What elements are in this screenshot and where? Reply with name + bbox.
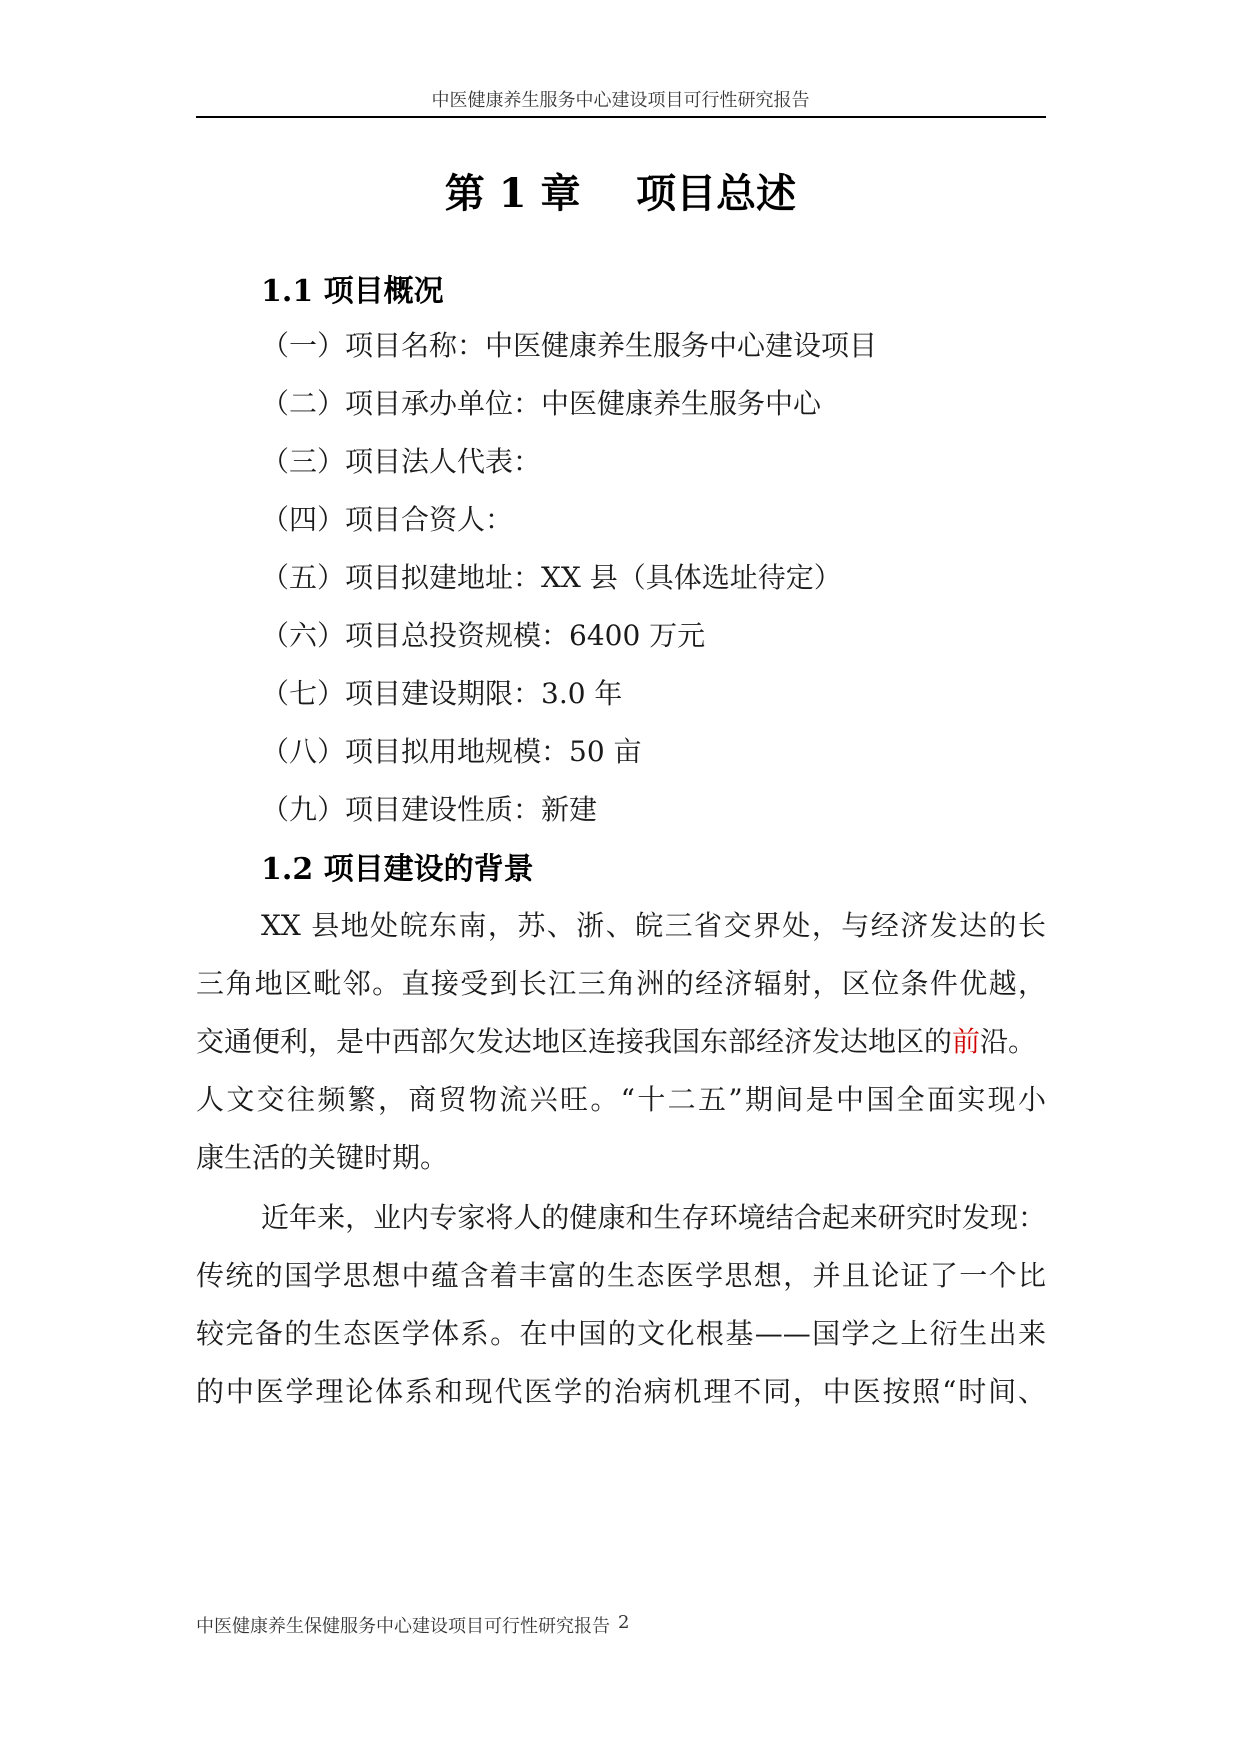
overview-item: （五）项目拟建地址：XX 县（具体选址待定）	[261, 561, 842, 594]
running-header: 中医健康养生服务中心建设项目可行性研究报告	[431, 90, 810, 111]
header-rule	[196, 116, 1046, 118]
paragraph-line: 康生活的关键时期。	[196, 1141, 449, 1174]
overview-item: （九）项目建设性质：新建	[261, 793, 598, 826]
page-number: 2	[618, 1612, 630, 1633]
paragraph-line	[196, 1020, 1046, 1060]
section-heading-1-1: 1.1 项目概况	[261, 274, 444, 309]
paragraph-line: 较完备的生态医学体系。在中国的文化根基——国学之上衍生出来	[196, 1317, 1046, 1350]
chapter-title: 第 1 章 项目总述	[444, 170, 797, 217]
paragraph-line: XX 县地处皖东南，苏、浙、皖三省交界处，与经济发达的长	[261, 909, 1046, 942]
paragraph-text: 沿。	[980, 1025, 1037, 1058]
paragraph-line: 近年来，业内专家将人的健康和生存环境结合起来研究时发现：	[261, 1201, 1046, 1234]
paragraph-line: 的中医学理论体系和现代医学的治病机理不同，中医按照“时间、	[196, 1375, 1046, 1408]
highlighted-text: 前	[952, 1025, 981, 1058]
overview-item: （六）项目总投资规模：6400 万元	[261, 619, 706, 652]
paragraph-text: 交通便利，是中西部欠发达地区连接我国东部经济发达地区的	[196, 1025, 953, 1058]
section-heading-1-2: 1.2 项目建设的背景	[261, 852, 534, 887]
overview-item: （四）项目合资人：	[261, 503, 514, 536]
footer-text: 中医健康养生保健服务中心建设项目可行性研究报告	[196, 1616, 610, 1637]
overview-item: （一）项目名称：中医健康养生服务中心建设项目	[261, 329, 878, 362]
overview-item: （二）项目承办单位：中医健康养生服务中心	[261, 387, 822, 420]
paragraph-line: 传统的国学思想中蕴含着丰富的生态医学思想，并且论证了一个比	[196, 1259, 1046, 1292]
paragraph-line: 三角地区毗邻。直接受到长江三角洲的经济辐射，区位条件优越，	[196, 967, 1046, 1000]
paragraph-line: 人文交往频繁，商贸物流兴旺。“十二五”期间是中国全面实现小	[196, 1083, 1046, 1116]
overview-item: （七）项目建设期限：3.0 年	[261, 677, 623, 710]
overview-item: （三）项目法人代表：	[261, 445, 542, 478]
overview-item: （八）项目拟用地规模：50 亩	[261, 735, 642, 768]
